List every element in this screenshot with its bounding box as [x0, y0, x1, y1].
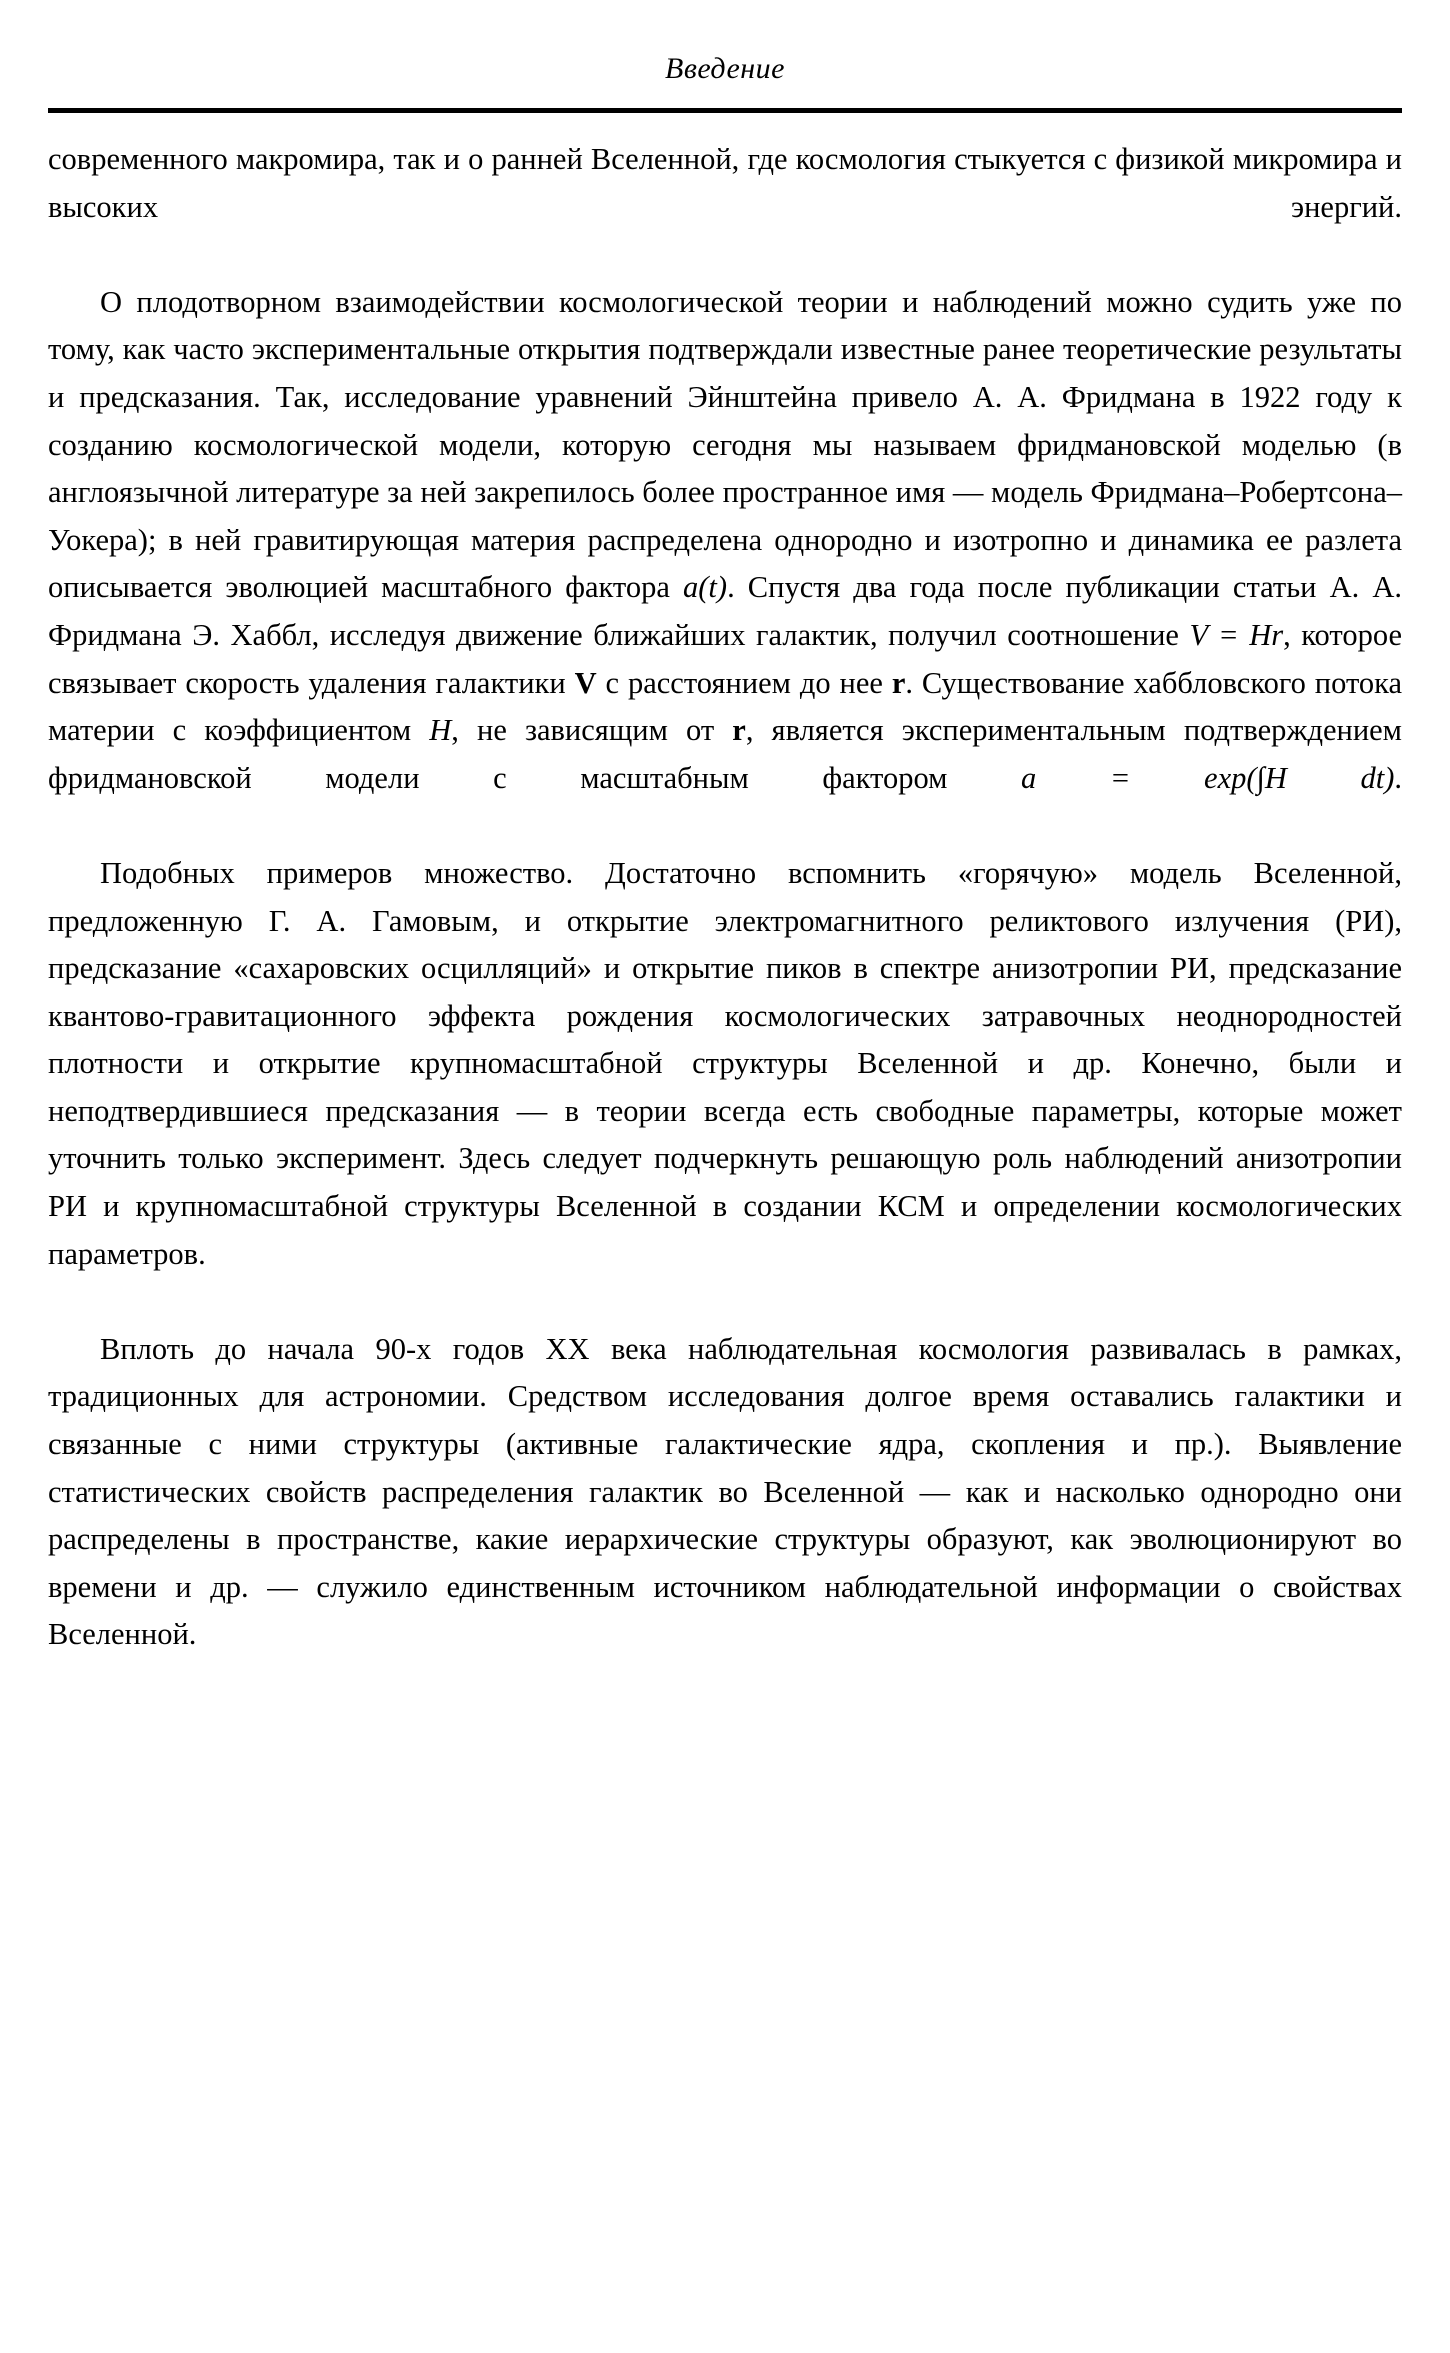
text-run: с расстоянием до нее [596, 665, 892, 700]
paragraph-3: Подобных примеров множество. Достаточно вспомнить «горячую» модель Вселенной, предложенную Г. А. Гамовым, и открытие электромагнитного реликтового излучения (РИ), предсказание «сахаровских осцилляций» и открытие пиков в спектре анизотропии РИ, предсказание квантово-гравитационного эффекта рождения космологических затравочных неоднородностей плотности и открытие крупномасштабной структуры Вселенной и др. Конечно, были и неподтвердившиеся предсказания — в теории всегда есть свободные параметры, которые может уточнить только эксперимент. Здесь следует подчеркнуть решающую роль наблюдений анизотропии РИ и крупномасштабной структуры Вселенной в создании КСМ и определении космологических параметров. [48, 855, 1402, 1271]
math-radius-2: r [732, 713, 746, 748]
math-velocity: V [574, 665, 597, 700]
text-run: . [1394, 760, 1402, 795]
text-run: . Спустя два года после публикации статьи А. А. Фридмана Э. Хаббл, исследуя движение ближайших галактик, получил соотношение [48, 570, 1403, 652]
math-hubble-constant: H [429, 713, 452, 748]
math-scale-factor: a(t) [683, 570, 728, 605]
paragraph-1: современного макромира, так и о ранней Вселенной, где космология стыкуется с физикой микромира и высоких энергий. [48, 142, 1402, 224]
text-run: О плодотворном взаимодействии космологической теории и наблюдений можно судить уже по тому, как часто экспериментальные открытия подтверждали известные ранее теоретические результаты и предсказания. Так, исследование уравнений Эйнштейна привело А. А. Фридмана в 1922 году к созданию космологической модели, которую сегодня мы называем фридмановской моделью (в англоязычной литературе за ней закрепилось более пространное имя — модель Фридмана–Робертсона–Уокера); в ней гравитирующая материя распределена однородно и изотропно и динамика ее разлета описывается эволюцией масштабного фактора [48, 284, 1402, 605]
text-run: , не зависящим от [451, 713, 733, 748]
text-run: , является экспериментальным подтверждением фридмановской модели с масштабным фактором [48, 713, 1402, 795]
paragraph-2 [48, 279, 1402, 850]
text-run: , которое связывает скорость удаления галактики [48, 617, 1402, 700]
running-head: Введение [665, 52, 785, 85]
math-radius: r [891, 665, 906, 700]
paragraph-4: Вплоть до начала 90-х годов XX века наблюдательная космология развивалась в рамках, традиционных для астрономии. Средством исследования долгое время оставались галактики и связанные с ними структуры (активные галактические ядра, скопления и пр.). Выявление статистических свойств распределения галактик во Вселенной — как и насколько однородно они распределены в пространстве, какие иерархические структуры образуют, как эволюционируют во времени и др. — служило единственным источником наблюдательной информации о свойствах Вселенной. [48, 1331, 1402, 1652]
text-run: . Существование хаббловского потока материи с коэффициентом [48, 665, 1403, 748]
math-scale-factor-exp: a = exp(∫H dt) [1021, 760, 1395, 795]
math-hubble-law: V = Hr [1189, 617, 1284, 652]
page-body [48, 136, 1402, 1707]
header-rule [48, 108, 1402, 113]
